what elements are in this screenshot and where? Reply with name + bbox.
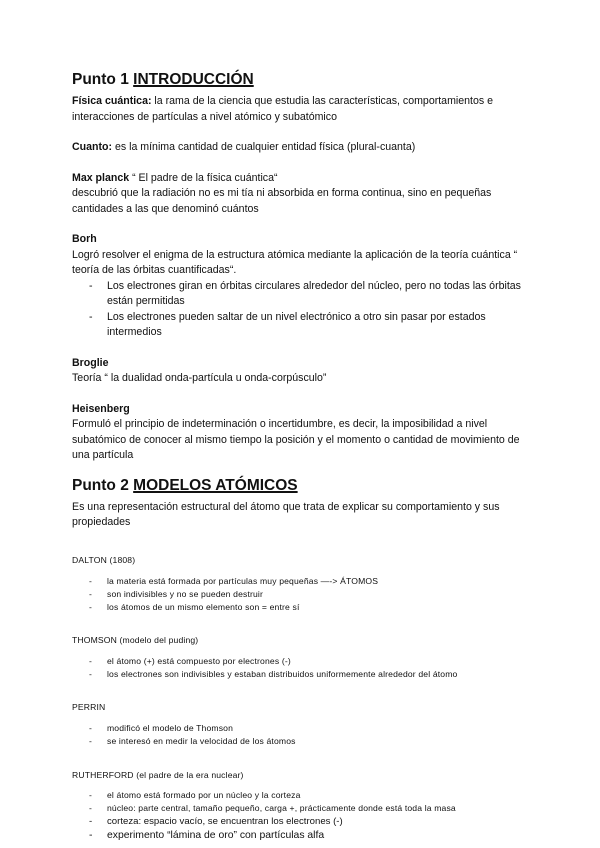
bullet-dash: - (89, 723, 93, 734)
definition-fisica-cuantica (72, 94, 532, 125)
rutherford-list (72, 789, 532, 844)
term: Física cuántica: (72, 95, 152, 107)
scientist-name: Max planck (72, 171, 130, 184)
bullet-dash: - (89, 601, 93, 612)
thomson-heading: THOMSON (modelo del puding) (72, 635, 199, 646)
dalton-heading: DALTON (1808) (72, 555, 136, 566)
section-title: INTRODUCCIÓN (133, 71, 254, 88)
perrin-heading: PERRIN (72, 702, 106, 713)
definition-cuanto (72, 140, 532, 156)
bullet-dash: - (89, 790, 93, 801)
definition-text: es la mínima cantidad de cualquier entidad física (plural-cuanta) (112, 141, 416, 153)
borh-list (72, 279, 532, 341)
borh-text: Logró resolver el enigma de la estructura atómica mediante la aplicación de la teoría cuántica “ teoría de las órbitas cuantificadas“. (72, 248, 518, 276)
scientist-quote: “ El padre de la física cuántica“ (129, 171, 278, 184)
list-item: - Los electrones pueden saltar de un nivel electrónico a otro sin pasar por estados intermedios (89, 310, 486, 338)
list-item: - el átomo (+) está compuesto por electrones (-) (89, 655, 291, 666)
rutherford-heading: RUTHERFORD (el padre de la era nuclear) (72, 769, 244, 780)
list-item: - experimento “lámina de oro” con partículas alfa (72, 829, 532, 844)
bullet-dash: - (89, 803, 93, 814)
bullet-dash: - (89, 279, 93, 292)
perrin-list (72, 722, 532, 748)
borh-heading: Borh (72, 233, 97, 245)
broglie-heading: Broglie (72, 356, 109, 369)
list-item: - Los electrones giran en órbitas circulares alrededor del núcleo, pero no todas las órbitas están permitidas (89, 279, 521, 307)
list-item: - se interesó en medir la velocidad de los átomos (89, 736, 296, 747)
section-number: Punto 1 (72, 71, 129, 88)
planck-text: descubrió que la radiación no es mi tía ni absorbida en forma continua, sino en pequeñas cantidades a las que denominó cuántos (72, 187, 492, 215)
section-heading-punto-2 (72, 476, 532, 496)
bullet-dash: - (89, 830, 93, 842)
document-page (72, 70, 532, 844)
bullet-dash: - (89, 668, 93, 679)
bullet-dash: - (89, 736, 93, 747)
modelos-intro: Es una representación estructural del átomo que trata de explicar su comportamiento y sus propiedades (72, 500, 500, 528)
list-item: - corteza: espacio vacío, se encuentran los electrones (-) (89, 816, 343, 828)
dalton-list (72, 575, 532, 614)
bullet-dash: - (89, 588, 93, 599)
heisenberg-text: Formuló el principio de indeterminación o incertidumbre, es decir, la imposibilidad a nivel subatómico de conocer al mismo tiempo la posición y el momento o cantidad de movimiento de una partícula (72, 418, 520, 461)
list-item: - los electrones son indivisibles y estaban distribuidos uniformemente alrededor del átomo (89, 668, 458, 679)
section-title: MODELOS ATÓMICOS (133, 476, 298, 494)
definition-text: la rama de la ciencia que estudia las características, comportamientos e interacciones de partículas a nivel atómico y subatómico (72, 95, 494, 123)
list-item: - los átomos de un mismo elemento son = entre sí (89, 601, 300, 612)
list-item: - modificó el modelo de Thomson (89, 723, 234, 734)
thomson-list (72, 655, 532, 681)
bullet-dash: - (89, 575, 93, 586)
list-item: - son indivisibles y no se pueden destruir (89, 588, 264, 599)
term: Cuanto: (72, 141, 113, 153)
section-number: Punto 2 (72, 476, 129, 494)
bullet-dash: - (89, 655, 93, 666)
list-item: - la materia está formada por partículas muy pequeñas —-> ÁTOMOS (89, 575, 379, 586)
planck-heading (72, 171, 532, 187)
bullet-dash: - (89, 816, 93, 828)
list-item: - el átomo está formado por un núcleo y la corteza (89, 790, 301, 801)
list-item: - núcleo: parte central, tamaño pequeño, carga +, prácticamente donde está toda la masa (89, 803, 456, 814)
bullet-dash: - (89, 310, 93, 323)
broglie-text: Teoría “ la dualidad onda-partícula u onda-corpúsculo” (72, 372, 327, 384)
section-heading-punto-1 (72, 70, 532, 90)
heisenberg-heading: Heisenberg (72, 402, 130, 415)
